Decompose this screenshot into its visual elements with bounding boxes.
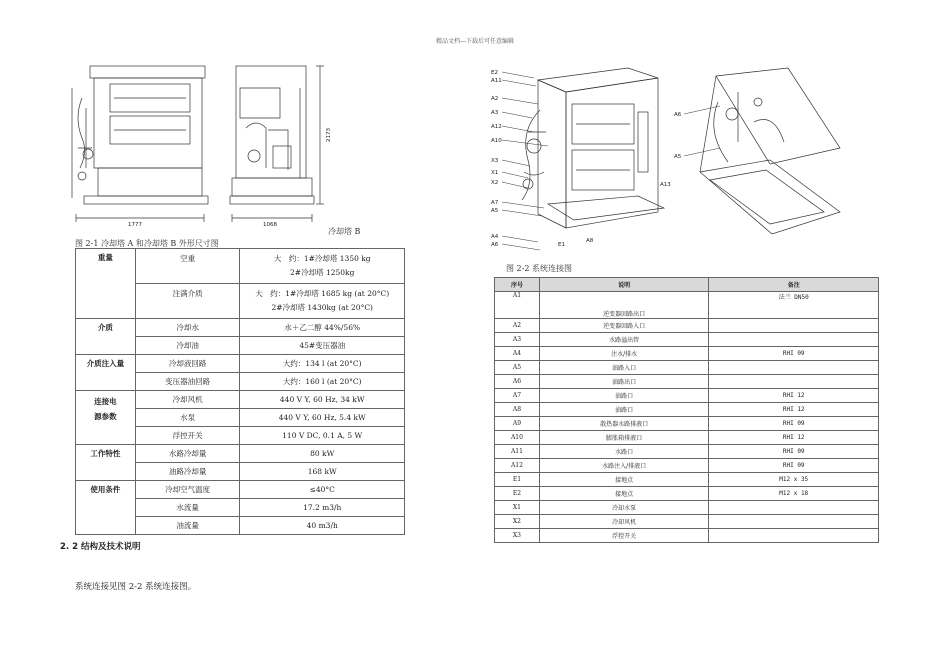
table-row bbox=[495, 292, 879, 319]
callout-label: A3 bbox=[491, 110, 499, 116]
connection-table-body bbox=[495, 278, 879, 543]
row-note: RHI 12 bbox=[709, 403, 879, 417]
table-row bbox=[495, 389, 879, 403]
row-note bbox=[709, 375, 879, 389]
body-text: 系统连接见图 2-2 系统连接图。 bbox=[75, 582, 197, 592]
spec-item: 浮控开关 bbox=[135, 427, 240, 445]
spec-item: 冷却水 bbox=[135, 319, 240, 337]
row-description: 注水/排水 bbox=[539, 347, 709, 361]
spec-value-line: 大 约：1#冷却塔 1685 kg (at 20°C) bbox=[255, 289, 390, 298]
table-row bbox=[495, 459, 879, 473]
row-note: RHI 09 bbox=[709, 417, 879, 431]
row-note: RHI 09 bbox=[709, 347, 879, 361]
table-row bbox=[495, 501, 879, 515]
callout-label: A5 bbox=[491, 208, 499, 214]
row-id: A4 bbox=[495, 347, 540, 361]
table-row bbox=[495, 361, 879, 375]
spec-group-name-line: 连接电 bbox=[94, 397, 117, 406]
spec-value: 17.2 m3/h bbox=[240, 499, 405, 517]
callout-label: X1 bbox=[491, 170, 499, 176]
spec-value: 45#变压器油 bbox=[240, 337, 405, 355]
callout-label: A7 bbox=[491, 200, 499, 206]
row-description: 接地点 bbox=[539, 487, 709, 501]
spec-table bbox=[75, 248, 405, 535]
spec-item: 空重 bbox=[135, 249, 240, 284]
spec-value bbox=[240, 249, 405, 284]
spec-value bbox=[240, 284, 405, 319]
row-id: A2 bbox=[495, 319, 540, 333]
row-description: 散热器水路排液口 bbox=[539, 417, 709, 431]
spec-value: 440 V Y, 60 Hz, 5.4 kW bbox=[240, 409, 405, 427]
row-description: 接地点 bbox=[539, 473, 709, 487]
table-row bbox=[495, 487, 879, 501]
callout-label: A5 bbox=[674, 154, 682, 160]
page-header: 精品文档---下载后可任意编辑 bbox=[435, 38, 515, 45]
spec-item: 水泵 bbox=[135, 409, 240, 427]
table-row bbox=[495, 417, 879, 431]
callout-label: X3 bbox=[491, 158, 499, 164]
spec-item: 注满介质 bbox=[135, 284, 240, 319]
spec-row bbox=[76, 481, 405, 499]
row-description: 逆变器回路入口 bbox=[539, 319, 709, 333]
row-description: 浮控开关 bbox=[539, 529, 709, 543]
spec-item: 油流量 bbox=[135, 517, 240, 535]
callout-leader bbox=[502, 172, 528, 178]
table-row bbox=[495, 375, 879, 389]
row-description: 冷却风机 bbox=[539, 515, 709, 529]
spec-value-line: 2#冷却塔 1250kg bbox=[290, 268, 355, 277]
callout-leader bbox=[502, 72, 534, 78]
callout-label: A6 bbox=[491, 242, 499, 248]
row-id: X2 bbox=[495, 515, 540, 529]
callout-label: A13 bbox=[660, 182, 671, 188]
connection-table-header bbox=[495, 278, 879, 292]
callout-leader bbox=[502, 98, 538, 104]
dim-width-b: 1068 bbox=[263, 222, 277, 228]
row-description: 膨胀箱排液口 bbox=[539, 431, 709, 445]
column-header: 序号 bbox=[495, 278, 540, 292]
row-id: A7 bbox=[495, 389, 540, 403]
table-row bbox=[495, 319, 879, 333]
spec-value: 80 kW bbox=[240, 445, 405, 463]
row-description: 水路溢出管 bbox=[539, 333, 709, 347]
row-note: 法兰 DN50 bbox=[709, 292, 879, 319]
row-note bbox=[709, 515, 879, 529]
row-note: M12 x 35 bbox=[709, 473, 879, 487]
callout-label: A12 bbox=[491, 124, 502, 130]
spec-group-name: 介质注入量 bbox=[76, 355, 136, 391]
row-description: 油路出口 bbox=[539, 375, 709, 389]
callout-label: A4 bbox=[491, 234, 499, 240]
row-description: 油路口 bbox=[539, 403, 709, 417]
dim-height: 2173 bbox=[326, 128, 332, 142]
row-description: 逆变器回路出口 bbox=[539, 292, 709, 319]
row-id: X1 bbox=[495, 501, 540, 515]
spec-group-name: 重量 bbox=[76, 249, 136, 319]
spec-row bbox=[76, 391, 405, 409]
row-id: A3 bbox=[495, 333, 540, 347]
callout-leader bbox=[502, 182, 528, 188]
spec-row bbox=[76, 249, 405, 284]
spec-row bbox=[76, 319, 405, 337]
table-row bbox=[495, 403, 879, 417]
spec-group-name bbox=[76, 391, 136, 445]
spec-value: 大约：134 l (at 20°C) bbox=[240, 355, 405, 373]
spec-value: 440 V Y, 60 Hz, 34 kW bbox=[240, 391, 405, 409]
row-id: A9 bbox=[495, 417, 540, 431]
spec-group-name: 介质 bbox=[76, 319, 136, 355]
spec-value: 168 kW bbox=[240, 463, 405, 481]
spec-item: 水路冷却量 bbox=[135, 445, 240, 463]
spec-row bbox=[76, 445, 405, 463]
callout-label: A11 bbox=[491, 78, 502, 84]
spec-row bbox=[76, 355, 405, 373]
spec-group-name-line: 源参数 bbox=[94, 412, 117, 421]
row-note bbox=[709, 333, 879, 347]
callout-label: A10 bbox=[491, 138, 502, 144]
table-row bbox=[495, 445, 879, 459]
row-id: E2 bbox=[495, 487, 540, 501]
dim-width-a: 1777 bbox=[128, 222, 142, 228]
spec-value: 水＋乙二醇 44%/56% bbox=[240, 319, 405, 337]
callout-label: A6 bbox=[674, 112, 682, 118]
row-id: E1 bbox=[495, 473, 540, 487]
row-description: 水路注入/排液口 bbox=[539, 459, 709, 473]
spec-item: 冷却风机 bbox=[135, 391, 240, 409]
row-description: 油路入口 bbox=[539, 361, 709, 375]
row-note: RHI 12 bbox=[709, 389, 879, 403]
table-row bbox=[495, 473, 879, 487]
system-connection-drawing bbox=[488, 62, 868, 254]
table-row bbox=[495, 347, 879, 361]
callout-label: X2 bbox=[491, 180, 499, 186]
spec-group-name: 工作特性 bbox=[76, 445, 136, 481]
spec-value-line: 大 约：1#冷却塔 1350 kg bbox=[273, 254, 371, 263]
callout-leader bbox=[502, 244, 540, 250]
spec-value-line: 2#冷却塔 1430kg (at 20°C) bbox=[271, 303, 373, 312]
callout-leader bbox=[502, 126, 534, 132]
callout-leader bbox=[502, 112, 532, 118]
column-header: 说明 bbox=[539, 278, 709, 292]
row-note bbox=[709, 501, 879, 515]
callout-label: A2 bbox=[491, 96, 499, 102]
spec-value: 110 V DC, 0.1 A, 5 W bbox=[240, 427, 405, 445]
callout-leader bbox=[684, 148, 720, 156]
table-row bbox=[495, 431, 879, 445]
spec-item: 油路冷却量 bbox=[135, 463, 240, 481]
row-id: A6 bbox=[495, 375, 540, 389]
row-description: 水路口 bbox=[539, 445, 709, 459]
spec-item: 变压器油回路 bbox=[135, 373, 240, 391]
row-id: A12 bbox=[495, 459, 540, 473]
row-id: A10 bbox=[495, 431, 540, 445]
row-id: X3 bbox=[495, 529, 540, 543]
figure-2-1-caption: 图 2-1 冷却塔 A 和冷却塔 B 外形尺寸图 bbox=[75, 239, 219, 248]
cooling-tower-outline-drawing bbox=[68, 58, 368, 233]
row-id: A8 bbox=[495, 403, 540, 417]
row-note bbox=[709, 361, 879, 375]
spec-value: ≤40°C bbox=[240, 481, 405, 499]
row-note: M12 x 18 bbox=[709, 487, 879, 501]
table-row bbox=[495, 529, 879, 543]
spec-item: 水流量 bbox=[135, 499, 240, 517]
row-id: A5 bbox=[495, 361, 540, 375]
row-note bbox=[709, 529, 879, 543]
callout-leader bbox=[502, 236, 538, 242]
row-note: RHI 09 bbox=[709, 445, 879, 459]
row-note: RHI 12 bbox=[709, 431, 879, 445]
callout-leader bbox=[502, 140, 548, 146]
row-description: 冷却水泵 bbox=[539, 501, 709, 515]
tower-b-label: 冷却塔 B bbox=[328, 227, 361, 236]
callout-leader bbox=[502, 80, 536, 86]
spec-item: 冷却液回路 bbox=[135, 355, 240, 373]
table-row bbox=[495, 333, 879, 347]
row-id: A11 bbox=[495, 445, 540, 459]
callout-leader bbox=[502, 210, 542, 216]
callout-label: E2 bbox=[491, 70, 498, 76]
table-row bbox=[495, 515, 879, 529]
figure-2-2-caption: 图 2-2 系统连接图 bbox=[506, 264, 572, 273]
column-header: 备注 bbox=[709, 278, 879, 292]
callout-label: A8 bbox=[586, 238, 594, 244]
row-note: RHI 09 bbox=[709, 459, 879, 473]
callout-leader bbox=[502, 160, 530, 166]
spec-group-name: 使用条件 bbox=[76, 481, 136, 535]
spec-item: 冷却油 bbox=[135, 337, 240, 355]
section-title: 2. 2 结构及技术说明 bbox=[60, 542, 141, 552]
callout-label: E1 bbox=[558, 242, 565, 248]
spec-table-body bbox=[76, 249, 405, 535]
spec-value: 大约：160 l (at 20°C) bbox=[240, 373, 405, 391]
row-id: A1 bbox=[495, 292, 540, 319]
spec-item: 冷却空气温度 bbox=[135, 481, 240, 499]
row-note bbox=[709, 319, 879, 333]
connection-table bbox=[494, 277, 879, 543]
row-description: 油路口 bbox=[539, 389, 709, 403]
spec-value: 40 m3/h bbox=[240, 517, 405, 535]
